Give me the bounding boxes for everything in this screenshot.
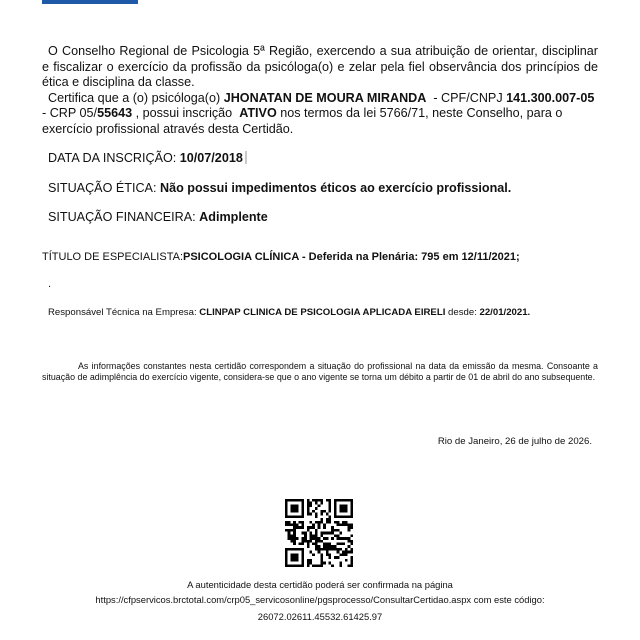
responsavel-since: desde: <box>448 307 477 318</box>
cpf-value: 141.300.007-05 <box>506 90 595 105</box>
cert-suffix: nos termos da lei 5766/71, neste Conselho, para o exercício profissional através desta Certidão. <box>42 106 563 136</box>
issue-date: Rio de Janeiro, 26 de julho de 2026. <box>437 436 592 447</box>
especialista-value: PSICOLOGIA CLÍNICA - Deferida na Plenária: 795 em 12/11/2021; <box>183 251 520 263</box>
verification-code: 26072.02611.45532.61425.97 <box>257 611 383 622</box>
responsavel-date: 22/01/2021. <box>479 307 531 318</box>
inscricao-label: , possui inscrição <box>135 106 233 120</box>
situacao-etica-label: SITUAÇÃO ÉTICA: <box>48 181 157 195</box>
situacao-etica <box>48 181 511 195</box>
responsavel-company: CLINPAP CLINICA DE PSICOLOGIA APLICADA EIRELI <box>199 307 446 318</box>
disclaimer-note: As informações constantes nesta certidão correspondem a situação do profissional na data da emissão da mesma. Consoante a situação de adimplência do exercício vigente, considera-se que o ano vigente se torna um débito a partir de 01 de abril do ano subsequente. <box>42 361 598 382</box>
especialista-label: TÍTULO DE ESPECIALISTA: <box>42 251 183 263</box>
qr-code-icon <box>285 499 353 567</box>
situacao-financeira <box>48 210 268 224</box>
crp-label: - CRP 05/ <box>42 106 98 120</box>
council-paragraph: O Conselho Regional de Psicologia 5ª Região, exercendo a sua atribuição de orientar, disciplinar e fiscalizar o exercício da profissão da psicóloga(o) e zelar pela fiel observância dos princípios de ética e disciplina da classe. <box>42 44 598 89</box>
footer-line-1: A autenticidade desta certidão poderá ser confirmada na página <box>187 579 453 590</box>
data-inscricao-value: 10/07/2018 <box>179 151 243 165</box>
separator-dot: . <box>48 278 52 290</box>
situacao-financeira-value: Adimplente <box>199 210 268 224</box>
certificate-intro <box>42 44 598 137</box>
situacao-etica-value: Não possui impedimentos éticos ao exercício profissional. <box>159 181 512 195</box>
data-inscricao-label: DATA DA INSCRIÇÃO: <box>48 151 177 165</box>
cpf-label: - CPF/CNPJ <box>433 90 503 105</box>
crp-value: 55643 <box>97 106 133 120</box>
responsavel-tecnica <box>48 307 530 318</box>
data-inscricao <box>48 151 247 165</box>
situacao-financeira-label: SITUAÇÃO FINANCEIRA: <box>48 210 196 224</box>
titulo-especialista <box>42 251 520 263</box>
header-bar <box>42 0 138 4</box>
cert-prefix: Certifica que a (o) psicóloga(o) <box>48 90 221 105</box>
text-caret <box>245 151 247 164</box>
footer-line-2: https://cfpservicos.brctotal.com/crp05_servicosonline/pgsprocesso/ConsultarCertidao.aspx com este código: <box>95 594 545 605</box>
psychologist-name: JHONATAN DE MOURA MIRANDA <box>223 90 427 105</box>
certification-statement <box>42 91 598 138</box>
responsavel-label: Responsável Técnica na Empresa: <box>48 307 197 318</box>
status-value: ATIVO <box>239 106 277 120</box>
